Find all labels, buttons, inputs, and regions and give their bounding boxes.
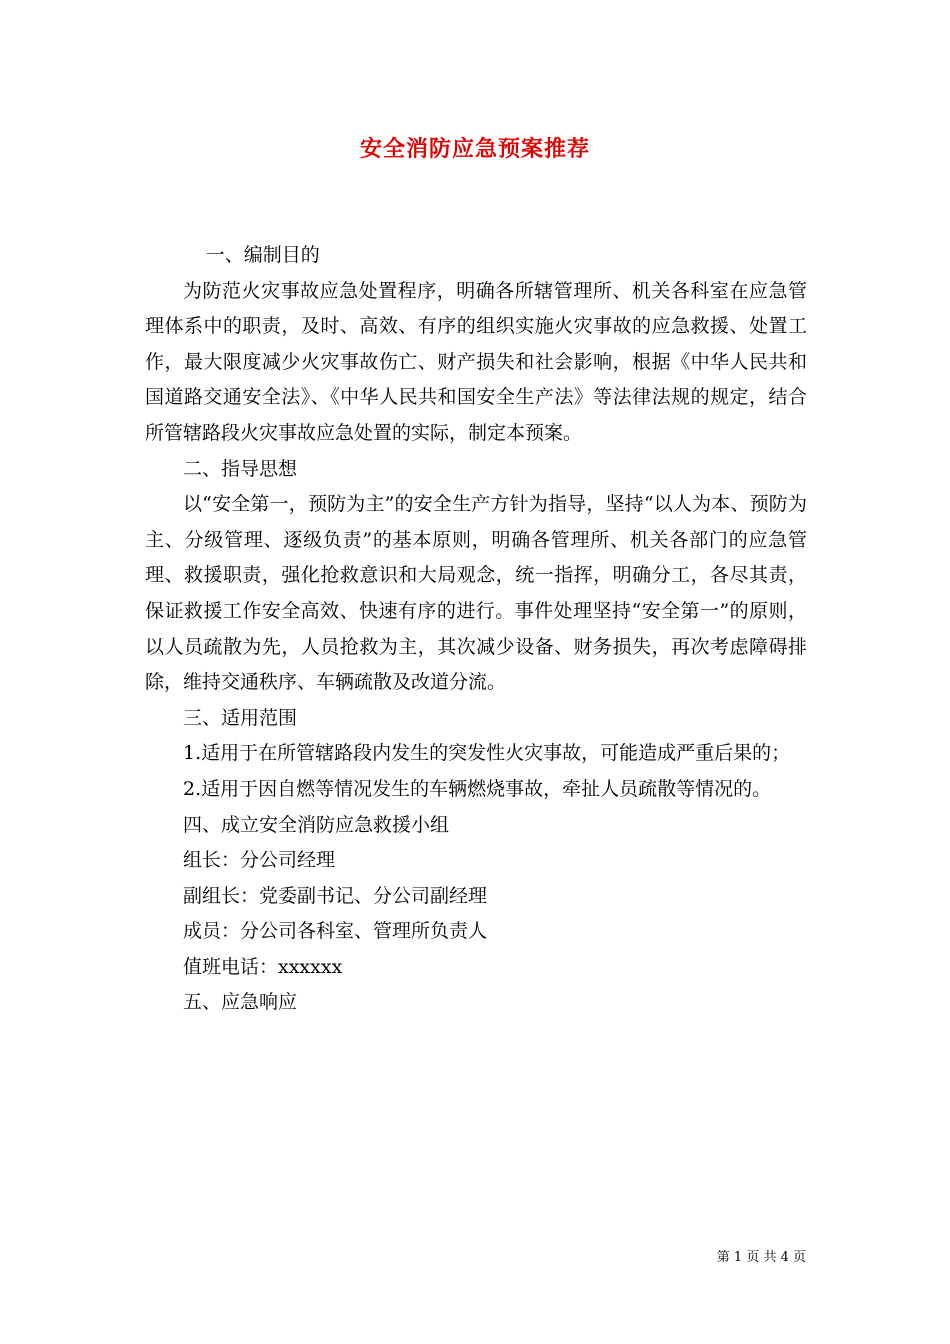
document-title: 安全消防应急预案推荐 (359, 137, 590, 162)
section-heading-guidance: 二、指导思想 (183, 457, 298, 480)
paragraph-purpose: 为防范火灾事故应急处置程序，明确各所辖管理所、机关各科室在应急管理体系中的职责，及时、高效、有序的组织实施火灾事故的应急救援、处置工作，最大限度减少火灾事故伤亡、财产损失和社会影响，根据《中华人民共和国道路交通安全法》、《中华人民共和国安全生产法》等法律法规的规定，结合所管辖路段火灾事故应急处置的实际，制定本预案。 (145, 279, 807, 444)
duty-phone: 值班电话：xxxxxx (183, 955, 343, 978)
section-heading-scope: 三、适用范围 (183, 706, 298, 729)
page-number: 第 1 页 共 4 页 (716, 1250, 806, 1265)
team-members: 成员：分公司各科室、管理所负责人 (183, 920, 488, 943)
section-heading-purpose: 一、编制目的 (205, 244, 320, 266)
section-heading-team: 四、成立安全消防应急救援小组 (183, 813, 450, 836)
page-footer (0, 1246, 806, 1265)
section-heading-response: 五、应急响应 (183, 991, 298, 1014)
paragraph-guidance: 以“安全第一，预防为主”的安全生产方针为指导，坚持“以人为本、预防为主、分级管理、逐级负责”的基本原则，明确各管理所、机关各部门的应急管理、救援职责，强化抢救意识和大局观念，统一指挥，明确分工，各尽其责，保证救援工作安全高效、快速有序的进行。事件处理坚持“安全第一”的原则，以人员疏散为先，人员抢救为主，其次减少设备、财务损失，再次考虑障碍排除，维持交通秩序、车辆疏散及改道分流。 (145, 493, 807, 694)
team-deputy-leader: 副组长：党委副书记、分公司副经理 (183, 884, 488, 907)
scope-item-2: 2.适用于因自燃等情况发生的车辆燃烧事故，牵扯人员疏散等情况的。 (183, 777, 772, 800)
team-leader: 组长：分公司经理 (183, 849, 336, 872)
document-body (145, 238, 807, 1021)
scope-item-1: 1.适用于在所管辖路段内发生的突发性火灾事故，可能造成严重后果的； (183, 742, 791, 765)
